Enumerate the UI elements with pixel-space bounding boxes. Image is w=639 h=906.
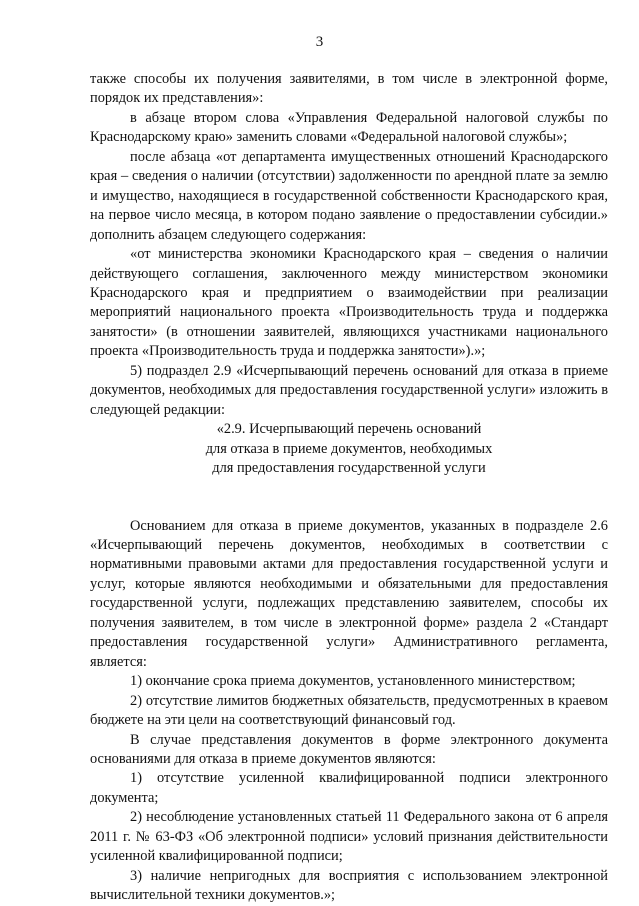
paragraph-amendment-1: в абзаце втором слова «Управления Федеральной налоговой службы по Краснодарскому краю» заменить словами «Федеральной налоговой службы»; bbox=[90, 109, 608, 146]
paragraph-quoted-addition: «от министерства экономики Краснодарского края – сведения о наличии действующего соглашения, заключенного между министерством экономики Краснодарского края и предприятием о взаимодействии при реализации мероприятий национального проекта «Производительность труда и поддержка занятости» (в отношении заявителей, являющихся участниками национального проекта «Производительность труда и поддержка занятости»).»; bbox=[90, 246, 608, 360]
blank-line bbox=[90, 479, 608, 517]
heading-line: для отказа в приеме документов, необходимых bbox=[205, 440, 493, 457]
paragraph-amendment-2: после абзаца «от департамента имущественных отношений Краснодарского края – сведения о наличии (отсутствии) задолженности по арендной плате за землю и имущество, находящиеся в государственной собственности Краснодарского края, на первое число месяца, в котором подано заявление о предоставлении субсидии.» дополнить абзацем следующего содержания: bbox=[90, 148, 608, 243]
page-number: 3 bbox=[315, 34, 324, 50]
paragraph-grounds-intro: Основанием для отказа в приеме документов, указанных в подразделе 2.6 «Исчерпывающий перечень документов, необходимых в соответствии с нормативными правовыми актами для предоставления государственной услуги и услуг, которые являются необходимыми и обязательными для предоставления государственной услуги, подлежащих представлению заявителем, способы их получения заявителем, в том числе в электронной форме» раздела 2 «Стандарт предоставления государственной услуги» Административного регламента, является: bbox=[90, 517, 608, 670]
paragraph-electronic-3: 3) наличие непригодных для восприятия с использованием электронной вычислительной техники документов.»; bbox=[90, 867, 608, 904]
heading-line: для предоставления государственной услуги bbox=[212, 460, 486, 477]
paragraph-continuation: также способы их получения заявителями, в том числе в электронной форме, порядок их представления»: bbox=[90, 71, 608, 107]
document-body bbox=[90, 70, 608, 906]
section-heading-2-9 bbox=[90, 420, 608, 478]
paragraph-ground-1: 1) окончание срока приема документов, установленного министерством; bbox=[130, 673, 576, 690]
paragraph-electronic-intro: В случае представления документов в форме электронного документа основаниями для отказа в приеме документов являются: bbox=[90, 731, 608, 767]
paragraph-ground-2: 2) отсутствие лимитов бюджетных обязательств, предусмотренных в краевом бюджете на эти цели на соответствующий финансовый год. bbox=[90, 692, 608, 729]
paragraph-item-5: 5) подраздел 2.9 «Исчерпывающий перечень оснований для отказа в приеме документов, необходимых для предоставления государственной услуги» изложить в следующей редакции: bbox=[90, 362, 608, 418]
paragraph-electronic-1: 1) отсутствие усиленной квалифицированной подписи электронного документа; bbox=[90, 770, 608, 806]
heading-line: «2.9. Исчерпывающий перечень оснований bbox=[216, 421, 482, 438]
paragraph-electronic-2: 2) несоблюдение установленных статьей 11 Федерального закона от 6 апреля 2011 г. № 63-ФЗ «Об электронной подписи» условий признания действительности усиленной квалифицированной подписи; bbox=[90, 809, 608, 865]
